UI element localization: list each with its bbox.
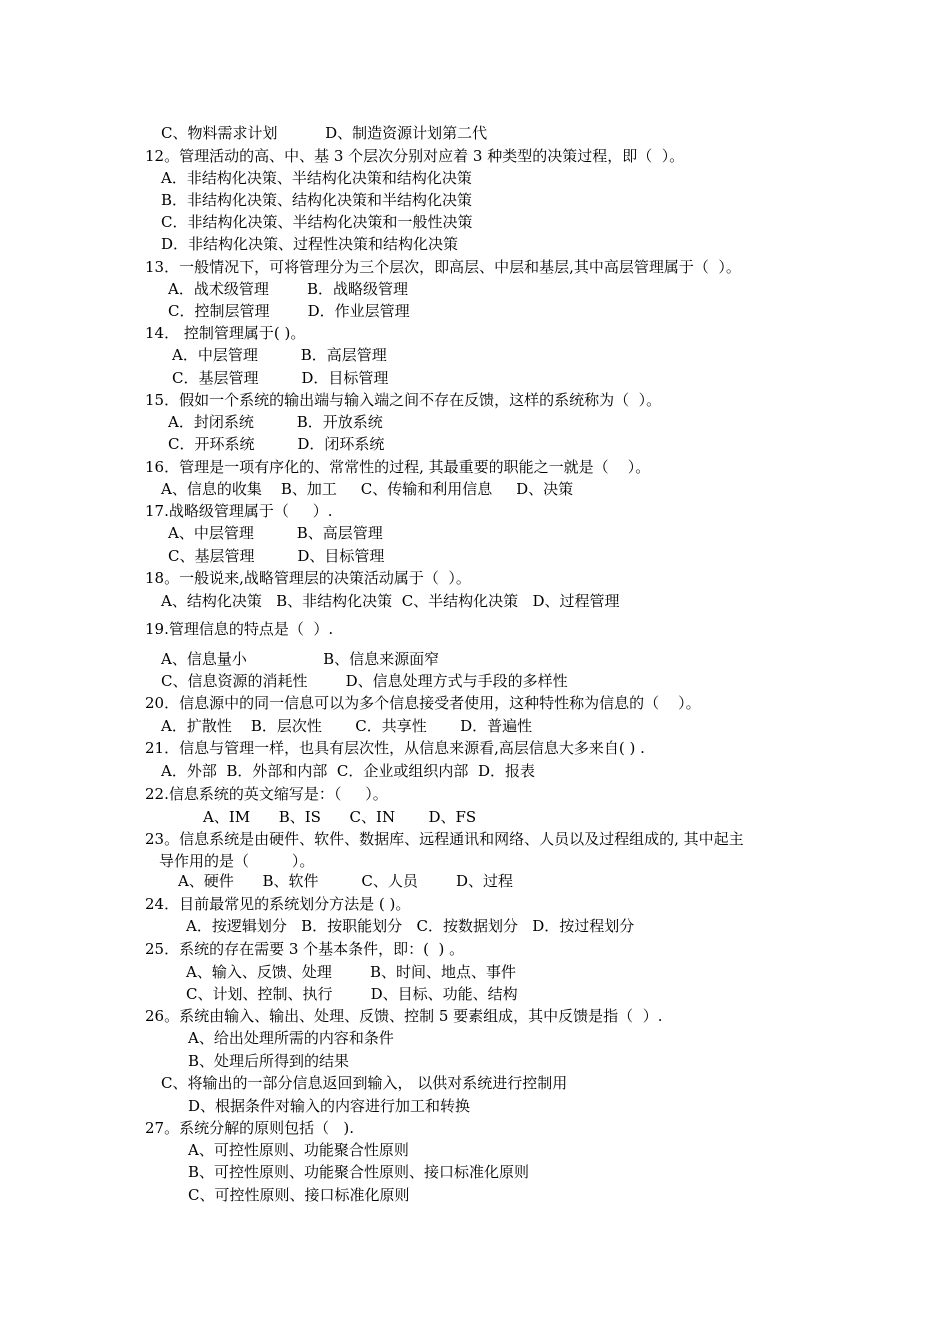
option-line: A．非结构化决策、半结构化决策和结构化决策 — [161, 169, 472, 187]
option-line: A．外部 B．外部和内部 C．企业或组织内部 D．报表 — [161, 762, 535, 780]
option-line: A、信息量小 B、信息来源面窄 — [161, 650, 440, 668]
question-12: 12。管理活动的高、中、基 3 个层次分别对应着 3 种类型的决策过程，即（ ）。 — [145, 147, 685, 165]
option-line: A．按逻辑划分 B．按职能划分 C．按数据划分 D．按过程划分 — [186, 917, 635, 935]
option-line: C、信息资源的消耗性 D、信息处理方式与手段的多样性 — [161, 672, 568, 690]
question-20: 20．信息源中的同一信息可以为多个信息接受者使用，这种特性称为信息的（ ）。 — [145, 694, 701, 712]
option-line: B、处理后所得到的结果 — [188, 1052, 350, 1070]
question-14: 14． 控制管理属于( )。 — [145, 324, 306, 342]
option-line: A、输入、反馈、处理 B、时间、地点、事件 — [186, 963, 517, 981]
option-line: A、IM B、IS C、IN D、FS — [203, 808, 477, 826]
option-line: C．控制层管理 D．作业层管理 — [168, 302, 410, 320]
question-21: 21．信息与管理一样，也具有层次性，从信息来源看,高层信息大多来自( ) . — [145, 739, 645, 757]
option-line: C、基层管理 D、目标管理 — [168, 547, 385, 565]
option-line: A．中层管理 B．高层管理 — [172, 346, 387, 364]
question-23-continued: 导作用的是（ ）。 — [159, 852, 315, 870]
option-line: B、可控性原则、功能聚合性原则、接口标准化原则 — [188, 1163, 530, 1181]
option-line: A、信息的收集 B、加工 C、传输和利用信息 D、决策 — [161, 480, 574, 498]
question-25: 25．系统的存在需要 3 个基本条件，即：( ) 。 — [145, 940, 465, 958]
question-27: 27。系统分解的原则包括（ ). — [145, 1119, 355, 1137]
text-line: C、物料需求计划 D、制造资源计划第二代 — [161, 124, 488, 142]
option-line: C．开环系统 D．闭环系统 — [168, 435, 385, 453]
option-line: D．非结构化决策、过程性决策和结构化决策 — [161, 235, 459, 253]
question-23: 23。信息系统是由硬件、软件、数据库、远程通讯和网络、人员以及过程组成的, 其中起主 — [145, 830, 744, 848]
option-line: C．非结构化决策、半结构化决策和一般性决策 — [161, 213, 473, 231]
question-17: 17.战略级管理属于（ ）. — [145, 502, 333, 520]
question-24: 24．目前最常见的系统划分方法是 ( )。 — [145, 895, 411, 913]
option-line: A、结构化决策 B、非结构化决策 C、半结构化决策 D、过程管理 — [161, 592, 620, 610]
option-line: A．战术级管理 B．战略级管理 — [168, 280, 409, 298]
option-line: A、中层管理 B、高层管理 — [168, 524, 383, 542]
option-line: A、可控性原则、功能聚合性原则 — [188, 1141, 409, 1159]
option-line: C、可控性原则、接口标准化原则 — [188, 1186, 410, 1204]
question-15: 15．假如一个系统的输出端与输入端之间不存在反馈，这样的系统称为（ ）。 — [145, 391, 662, 409]
question-16: 16．管理是一项有序化的、常常性的过程, 其最重要的职能之一就是（ ）。 — [145, 458, 651, 476]
question-19: 19.管理信息的特点是（ ）. — [145, 620, 334, 638]
option-line: C、计划、控制、执行 D、目标、功能、结构 — [186, 985, 518, 1003]
question-13: 13．一般情况下，可将管理分为三个层次，即高层、中层和基层,其中高层管理属于（ ）。 — [145, 258, 741, 276]
question-18: 18。一般说来,战略管理层的决策活动属于（ ）。 — [145, 569, 471, 587]
question-22: 22.信息系统的英文缩写是：（ ）。 — [145, 785, 388, 803]
option-line: C．基层管理 D．目标管理 — [172, 369, 389, 387]
option-line: D、根据条件对输入的内容进行加工和转换 — [188, 1097, 471, 1115]
option-line: A．扩散性 B．层次性 C．共享性 D．普遍性 — [161, 717, 533, 735]
option-line: A、给出处理所需的内容和条件 — [188, 1029, 394, 1047]
question-26: 26。系统由输入、输出、处理、反馈、控制 5 要素组成，其中反馈是指（ ）. — [145, 1007, 663, 1025]
option-line: C、将输出的一部分信息返回到输入， 以供对系统进行控制用 — [161, 1074, 568, 1092]
option-line: B．非结构化决策、结构化决策和半结构化决策 — [161, 191, 473, 209]
option-line: A．封闭系统 B．开放系统 — [168, 413, 383, 431]
option-line: A、硬件 B、软件 C、人员 D、过程 — [178, 872, 514, 890]
